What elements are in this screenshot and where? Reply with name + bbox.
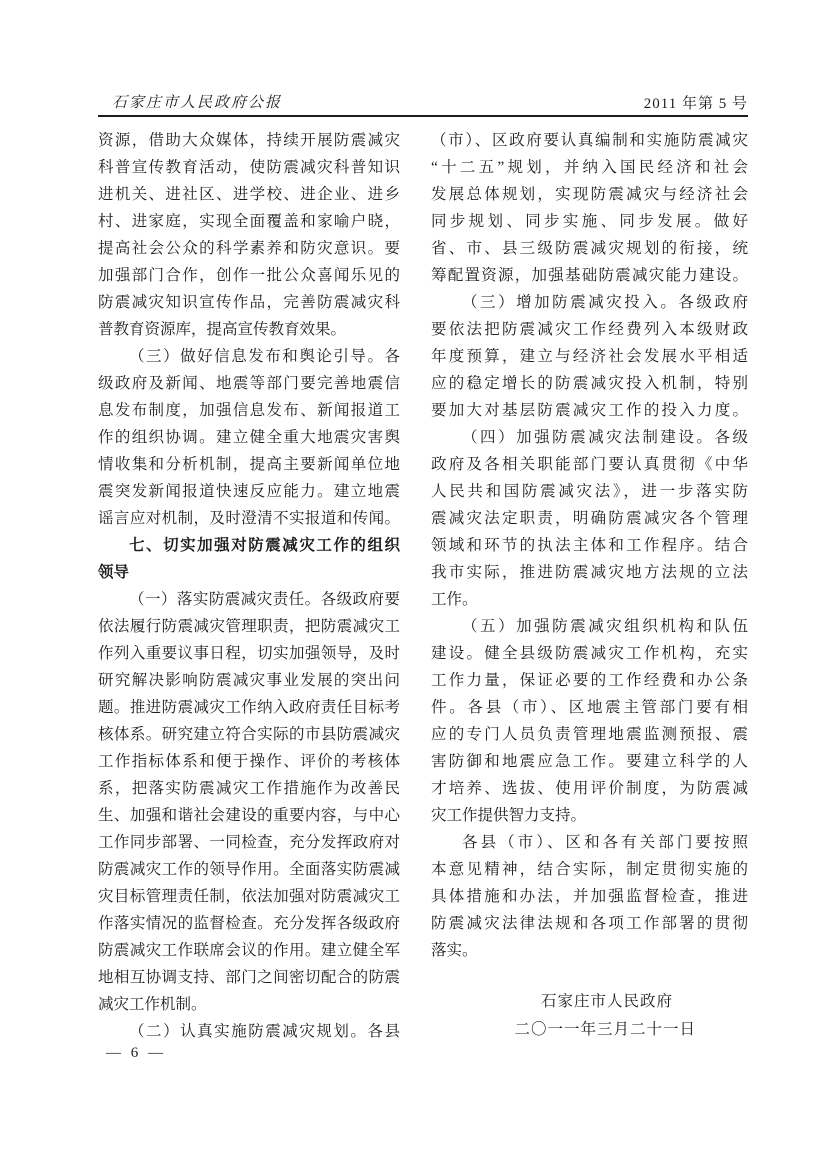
text-line: 各县（市）、区和各有关部门要按照 — [462, 834, 748, 851]
section-heading-line: 七、切实加强对防震减灾工作的组织 — [129, 537, 400, 554]
text-line: 同步规划、同步实施、同步发展。做好 — [431, 213, 748, 230]
text-line: 要依法把防震减灾工作经费列入本级财政 — [431, 321, 748, 338]
text-line: 本意见精神，结合实际，制定贯彻实施的 — [431, 861, 748, 878]
signature-date: 二〇一一年三月二十一日 — [514, 1021, 696, 1038]
text-line: 谣言应对机制，及时澄清不实报道和传闻。 — [98, 510, 400, 527]
text-line: 领域和环节的执法主体和工作程序。结合 — [431, 537, 748, 554]
text-line: 防震减灾知识宣传作品，完善防震减灾科 — [98, 294, 400, 311]
text-line: 工作。 — [431, 591, 478, 608]
text-line: 生、加强和谐社会建设的重要内容，与中心 — [98, 807, 400, 824]
text-line: （二）认真实施防震减灾规划。各县 — [129, 1023, 400, 1040]
text-line: 要加大对基层防震减灾工作的投入力度。 — [431, 402, 748, 419]
gazette-title: 石家庄市人民政府公报 — [112, 95, 283, 111]
text-line: 减灾工作机制。 — [98, 996, 207, 1013]
text-line: 落实。 — [431, 942, 478, 959]
text-line: 人民共和国防震减灾法》，进一步落实防 — [431, 483, 748, 500]
page-number: — 6 — — [106, 1045, 166, 1061]
text-line: 提高社会公众的科学素养和防灾意识。要 — [98, 240, 400, 257]
text-line: 应的专门人员负责管理地震监测预报、震 — [431, 726, 748, 743]
text-line: 级政府及新闻、地震等部门要完善地震信 — [98, 375, 400, 392]
text-line: 灾目标管理责任制，依法加强对防震减灾工 — [98, 888, 400, 905]
left-column — [98, 127, 400, 1045]
text-line: 筹配置资源，加强基础防震减灾能力建设。 — [431, 267, 748, 284]
text-line: 灾工作提供智力支持。 — [431, 807, 587, 824]
text-line: 地相互协调支持、部门之间密切配合的防震 — [98, 969, 400, 986]
text-line: （市）、区政府要认真编制和实施防震减灾 — [431, 132, 748, 149]
text-line: 震突发新闻报道快速反应能力。建立地震 — [98, 483, 400, 500]
text-line: 我市实际，推进防震减灾地方法规的立法 — [431, 564, 748, 581]
text-line: 工作指标体系和便于操作、评价的考核体 — [98, 753, 400, 770]
text-line: “十二五”规划，并纳入国民经济和社会 — [431, 159, 748, 176]
text-line: 防震减灾法律法规和各项工作部署的贯彻 — [431, 915, 748, 932]
text-line: 作的组织协调。建立健全重大地震灾害舆 — [98, 429, 400, 446]
text-line: 工作力量，保证必要的工作经费和办公条 — [431, 672, 748, 689]
text-line: 村、进家庭，实现全面覆盖和家喻户晓， — [98, 213, 400, 230]
section-heading-line: 领导 — [98, 564, 130, 581]
text-line: 防震减灾工作的领导作用。全面落实防震减 — [98, 861, 400, 878]
text-line: 才培养、选拔、使用评价制度，为防震减 — [431, 780, 748, 797]
text-line: 震减灾法定职责，明确防震减灾各个管理 — [431, 510, 748, 527]
text-line: 加强部门合作，创作一批公众喜闻乐见的 — [98, 267, 400, 284]
signature-issuer: 石家庄市人民政府 — [540, 993, 673, 1010]
text-line: 资源，借助大众媒体，持续开展防震减灾 — [98, 132, 400, 149]
text-line: 核体系。研究建立符合实际的市县防震减灾 — [98, 726, 400, 743]
text-line: 依法履行防震减灾管理职责，把防震减灾工 — [98, 618, 400, 635]
text-line: （三）做好信息发布和舆论引导。各 — [129, 348, 400, 365]
text-line: 情收集和分析机制，提高主要新闻单位地 — [98, 456, 400, 473]
text-line: 害防御和地震应急工作。要建立科学的人 — [431, 753, 748, 770]
text-line: 作落实情况的监督检查。充分发挥各级政府 — [98, 915, 400, 932]
text-line: 应的稳定增长的防震减灾投入机制，特别 — [431, 375, 748, 392]
text-line: 工作同步部署、一同检查，充分发挥政府对 — [98, 834, 400, 851]
header-rule — [98, 115, 748, 117]
text-line: 普教育资源库，提高宣传教育效果。 — [98, 321, 347, 338]
text-line: 题。推进防震减灾工作纳入政府责任目标考 — [98, 699, 400, 716]
text-line: 进机关、进社区、进学校、进企业、进乡 — [98, 186, 400, 203]
right-column — [431, 127, 748, 964]
issue-number: 2011 年第 5 号 — [643, 96, 748, 112]
text-line: 科普宣传教育活动，使防震减灾科普知识 — [98, 159, 400, 176]
text-line: 息发布制度，加强信息发布、新闻报道工 — [98, 402, 400, 419]
text-line: （三）增加防震减灾投入。各级政府 — [462, 294, 748, 311]
text-line: 建设。健全县级防震减灾工作机构，充实 — [431, 645, 748, 662]
text-line: 发展总体规划，实现防震减灾与经济社会 — [431, 186, 748, 203]
text-line: 研究解决影响防震减灾事业发展的突出问 — [98, 672, 400, 689]
text-line: 件。各县（市）、区地震主管部门要有相 — [431, 699, 748, 716]
text-line: 系，把落实防震减灾工作措施作为改善民 — [98, 780, 400, 797]
text-line: 作列入重要议事日程，切实加强领导，及时 — [98, 645, 400, 662]
text-line: 年度预算，建立与经济社会发展水平相适 — [431, 348, 748, 365]
text-line: 防震减灾工作联席会议的作用。建立健全军 — [98, 942, 400, 959]
text-line: （四）加强防震减灾法制建设。各级 — [462, 429, 748, 446]
text-line: （五）加强防震减灾组织机构和队伍 — [462, 618, 748, 635]
text-line: 政府及各相关职能部门要认真贯彻《中华 — [431, 456, 748, 473]
text-line: 省、市、县三级防震减灾规划的衔接，统 — [431, 240, 748, 257]
text-line: 具体措施和办法，并加强监督检查，推进 — [431, 888, 748, 905]
text-line: （一）落实防震减灾责任。各级政府要 — [129, 591, 400, 608]
